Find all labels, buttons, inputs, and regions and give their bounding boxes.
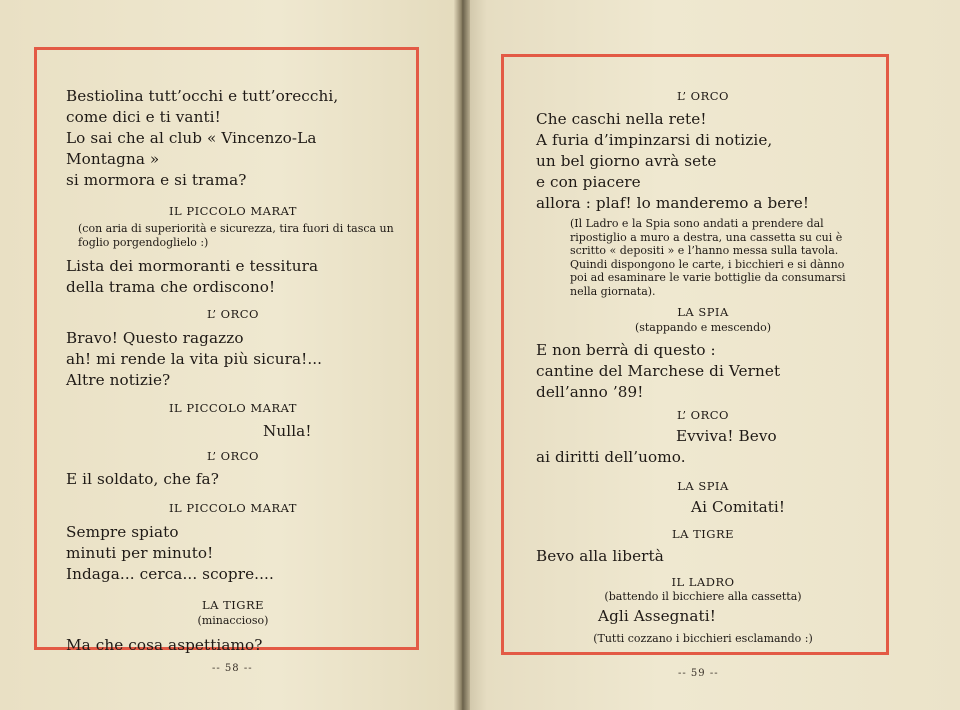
verse: Bestiolina tutt’occhi e tutt’orecchi, come dici e ti vanti! Lo sai che al club « Vincenzo-La Montagna » si mormora e si trama? xyxy=(66,87,339,189)
speaker-name: IL PICCOLO MARAT xyxy=(169,401,297,415)
stage-direction: (stappando e mescendo) xyxy=(634,321,772,334)
page-number-right: -- 59 -- xyxy=(678,668,719,679)
verse: Evviva! Bevo xyxy=(676,426,777,445)
verse: E non berrà di questo : cantine del Marchese di Vernet dell’anno ’89! xyxy=(536,340,781,401)
speaker-name: LA TIGRE xyxy=(201,598,265,612)
speaker-name: L’ ORCO xyxy=(206,307,259,321)
verse: Bevo alla libertà xyxy=(536,546,664,565)
stage-direction: (con aria di superiorità e sicurezza, tira fuori di tasca un foglio porgendoglielo :) xyxy=(78,222,394,249)
verse: Ma che cosa aspettiamo? xyxy=(66,635,263,654)
speaker-name: L’ ORCO xyxy=(676,407,729,422)
speaker-name: LA SPIA xyxy=(677,478,729,493)
speaker-name: L’ ORCO xyxy=(206,449,259,463)
speaker-name: LA TIGRE xyxy=(671,526,735,541)
speaker-name: IL PICCOLO MARAT xyxy=(169,501,297,515)
speaker-name: L’ ORCO xyxy=(676,89,729,103)
verse: Agli Assegnati! xyxy=(598,607,716,625)
verse: Ai Comitati! xyxy=(691,497,786,516)
stage-direction: (Il Ladro e la Spia sono andati a prendere dal ripostiglio a muro a destra, una cassetta su cui è scritto « depositi » e l’hanno messa sulla tavola. Quindi dispongono le carte, i bicchieri e si dànno poi ad esaminare le varie bottiglie da consumarsi nella giornata). xyxy=(570,217,846,298)
right-page-text xyxy=(536,89,870,646)
left-page-text xyxy=(66,86,400,656)
stage-direction: (battendo il bicchiere alla cassetta) xyxy=(604,589,802,603)
stage-direction: (minaccioso) xyxy=(197,614,269,627)
verse: Sempre spiato minuti per minuto! Indaga... cerca... scopre.... xyxy=(66,523,274,583)
stage-direction: (Tutti cozzano i bicchieri esclamando :) xyxy=(593,632,813,645)
verse: Lista dei mormoranti e tessitura della trama che ordiscono! xyxy=(66,257,319,296)
book-gutter xyxy=(454,0,470,710)
speaker-name: IL PICCOLO MARAT xyxy=(169,204,297,218)
page-number-left: -- 58 -- xyxy=(212,663,253,674)
verse: Nulla! xyxy=(263,422,312,440)
speaker-name: LA SPIA xyxy=(677,305,729,319)
verse: Che caschi nella rete! A furia d’impinzarsi di notizie, un bel giorno avrà sete e con piacere allora : plaf! lo manderemo a bere! xyxy=(536,110,810,212)
verse: E il soldato, che fa? xyxy=(66,470,219,488)
verse: ai diritti dell’uomo. xyxy=(536,447,686,466)
verse: Bravo! Questo ragazzo ah! mi rende la vita più sicura!... Altre notizie? xyxy=(66,329,323,389)
speaker-name: IL LADRO xyxy=(671,574,735,589)
